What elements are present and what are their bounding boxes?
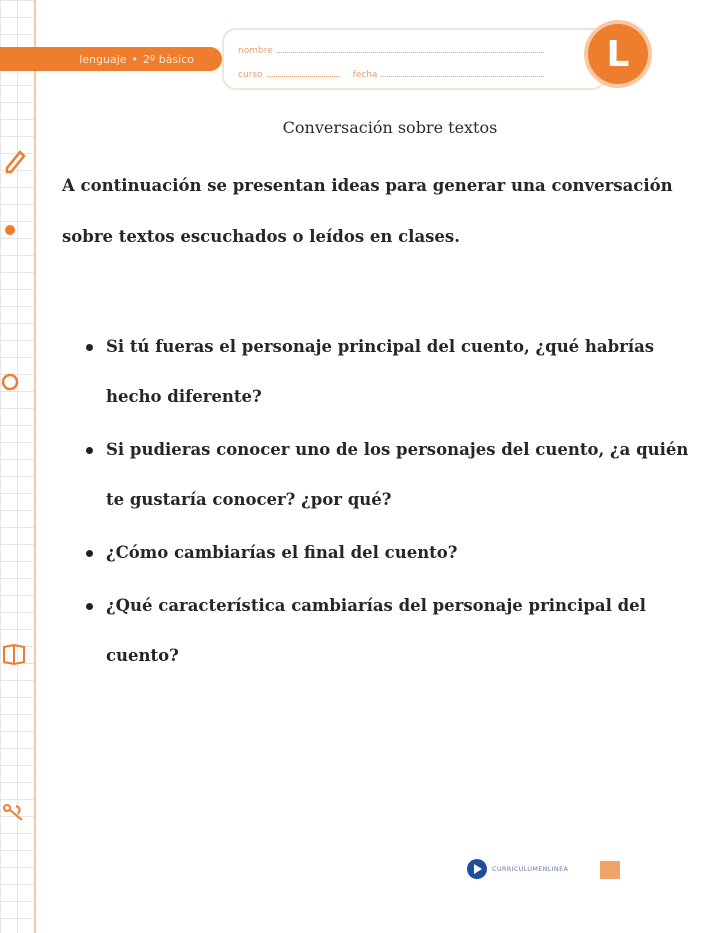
name-field[interactable] bbox=[277, 44, 544, 53]
footer-logo bbox=[466, 858, 568, 880]
pencil-icon bbox=[2, 150, 26, 174]
question-item: Si tú fueras el personaje principal del cuento, ¿qué habrías hecho diferente? bbox=[78, 322, 708, 422]
logo-text: CURRICULUMENLINEA bbox=[492, 865, 569, 873]
course-date-row bbox=[238, 68, 544, 80]
book-icon bbox=[2, 642, 26, 666]
subject-band bbox=[0, 47, 222, 71]
name-label: nombre bbox=[238, 46, 273, 56]
student-info-box bbox=[222, 28, 606, 90]
scissors-icon bbox=[2, 800, 26, 824]
grade-label: 2º básico bbox=[143, 52, 194, 66]
drop-icon bbox=[2, 218, 26, 242]
intro-paragraph: A continuación se presentan ideas para generar una conversación sobre textos escuchados o leídos en clases. bbox=[62, 176, 673, 246]
margin-divider bbox=[34, 0, 35, 933]
speech-bubble-icon bbox=[2, 370, 26, 394]
footer-accent-square bbox=[600, 861, 620, 879]
notebook-margin bbox=[0, 0, 36, 933]
course-field[interactable] bbox=[267, 68, 339, 77]
question-list bbox=[78, 322, 708, 684]
subject-separator: • bbox=[131, 52, 139, 66]
date-label: fecha bbox=[352, 70, 378, 80]
play-circle-icon bbox=[466, 858, 488, 880]
subject-letter-badge: L bbox=[588, 24, 648, 84]
question-item: ¿Cómo cambiarías el final del cuento? bbox=[78, 528, 708, 578]
page-title: Conversación sobre textos bbox=[282, 118, 498, 137]
date-field[interactable] bbox=[381, 68, 544, 77]
question-item: ¿Qué característica cambiarías del personaje principal del cuento? bbox=[78, 581, 708, 681]
course-label: curso bbox=[238, 70, 263, 80]
name-row bbox=[238, 44, 544, 56]
subject-label: lenguaje bbox=[79, 52, 127, 66]
question-item: Si pudieras conocer uno de los personajes del cuento, ¿a quién te gustaría conocer? ¿por qué? bbox=[78, 425, 708, 525]
